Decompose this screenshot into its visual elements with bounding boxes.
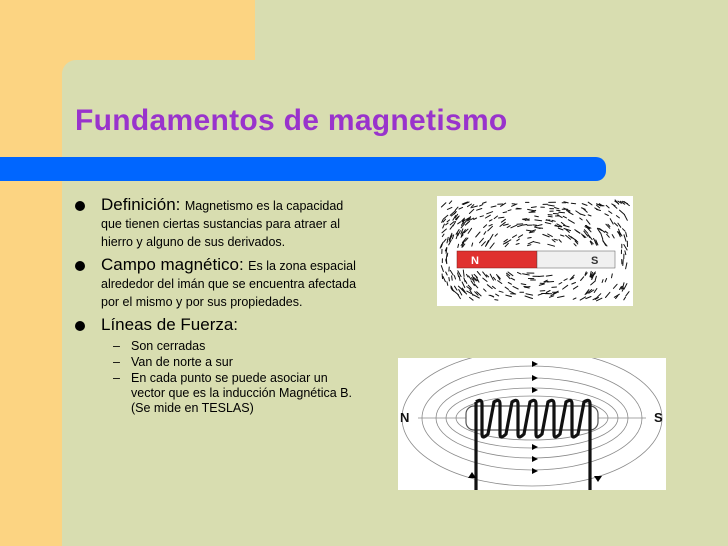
bullet-description: Magnetismo es la capacidad que tienen ciertas sustancias para atraer al hierro y alguno de sus derivados. [101,199,344,249]
bullet-description: Es la zona espacial alrededor del imán que se encuentra afectada por el mismo y por sus propiedades. [101,259,357,309]
bullet-heading: Definición: [101,195,181,214]
coil-south-label: S [654,410,663,425]
bullet-dot [75,321,85,331]
sub-list [101,339,365,416]
sub-item: – En cada punto se puede asociar un vector que es la inducción Magnética B. (Se mide en TESLAS) [113,371,352,415]
sub-item: – Son cerradas [113,339,206,353]
bullet-list [75,195,365,420]
title-underline-bar [0,157,606,181]
bullet-definicion [75,195,365,251]
bullet-dot [75,261,85,271]
bullet-heading: Campo magnético: [101,255,244,274]
bullet-campo [75,255,365,311]
sub-item: – Van de norte a sur [113,355,233,369]
bar-magnet-illustration [437,196,633,306]
bullet-lineas [75,315,365,416]
slide-title: Fundamentos de magnetismo [75,104,508,137]
solenoid-field-illustration [398,358,666,490]
bullet-dot [75,201,85,211]
bullet-heading: Líneas de Fuerza: [101,315,239,334]
magnet-south-label: S [591,255,599,267]
coil-north-label: N [400,410,410,425]
magnet-north-label: N [471,255,479,267]
